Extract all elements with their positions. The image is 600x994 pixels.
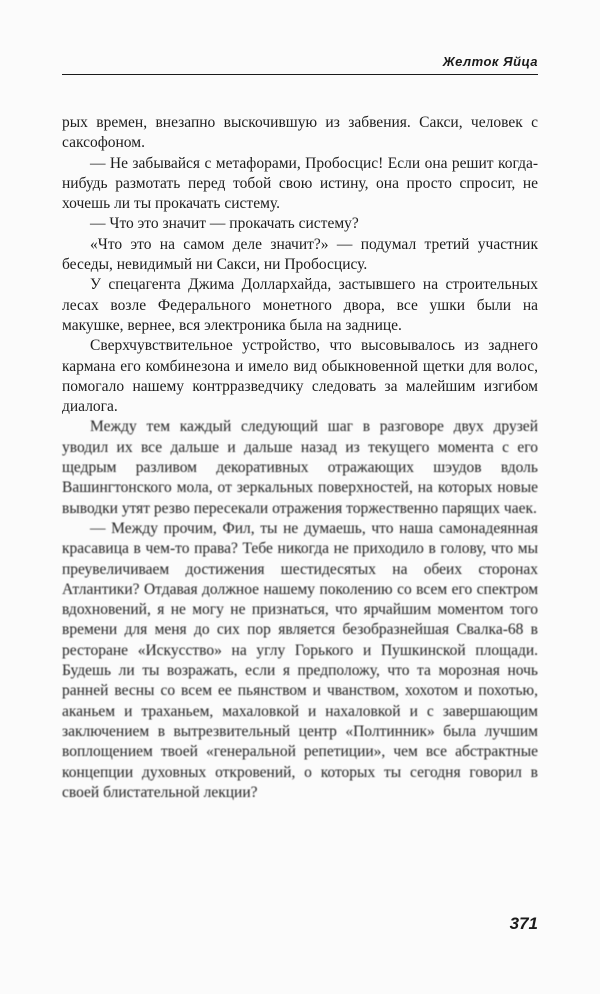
- page-number: 371: [509, 914, 538, 933]
- running-header-title: Желток Яйца: [442, 54, 538, 69]
- paragraph: Между тем каждый следующий шаг в разговоре двух друзей уводил их все дальше и дальше назад из текущего момента с его щедрым разливом декоративных отражающих шэудов вдоль Вашингтонского мола, от зеркальных поверхностей, на которых новые выводки утят резво пересекали отражения торжественно парящих чаек.: [62, 418, 538, 517]
- paragraph: У спецагента Джима Доллархайда, застывшего на строительных лесах возле Федерального монетного двора, все ушки были на макушке, вернее, вся электроника была на заднице.: [62, 276, 538, 334]
- paragraph: Сверхчувствительное устройство, что высовывалось из заднего кармана его комбинезона и имело вид обыкновенной щетки для волос, помогало нашему контрразведчику следовать за малейшим изгибом диалога.: [62, 337, 538, 416]
- paragraph: «Что это на самом деле значит?» — подумал третий участник беседы, невидимый ни Сакси, ни Пробосцису.: [62, 235, 538, 274]
- paragraph: — Не забывайся с метафорами, Пробосцис! Если она решит когда-нибудь размотать перед тобой свою истину, она просто спросит, не хочешь ли ты прокачать систему.: [62, 154, 538, 213]
- header-rule: [62, 74, 538, 75]
- paragraph: — Между прочим, Фил, ты не думаешь, что наша самонадеянная красавица в чем-то права? Тебе никогда не приходило в голову, что мы преувеличиваем достижения шестидесятых на обеих сторонах Атлантики? Отдавая должное нашему поколению со всем его спектром вдохновений, я не могу не признаться, что ярчайшим моментом того времени для меня до сих пор является безобразнейшая Свалка-68 в ресторане «Искусство» на углу Горького и Пушкинской площади. Будешь ли ты возражать, если я предположу, что та морозная ночь ранней весны со всем ее пьянством и чванством, хохотом и похотью, аканьем и траханьем, махаловкой и нахаловкой и с завершающим заключением в вытрезвительный центр «Полтинник» была лучшим воплощением твоей «генеральной репетиции», чем все абстрактные концепции духовных откровений, о которых ты сегодня говорил в своей блистательной лекции?: [62, 519, 538, 801]
- body-text: [62, 113, 538, 803]
- paragraph: рых времен, внезапно выскочившую из забвения. Сакси, человек с саксофоном.: [62, 114, 538, 152]
- paragraph: — Что это значит — прокачать систему?: [90, 215, 359, 233]
